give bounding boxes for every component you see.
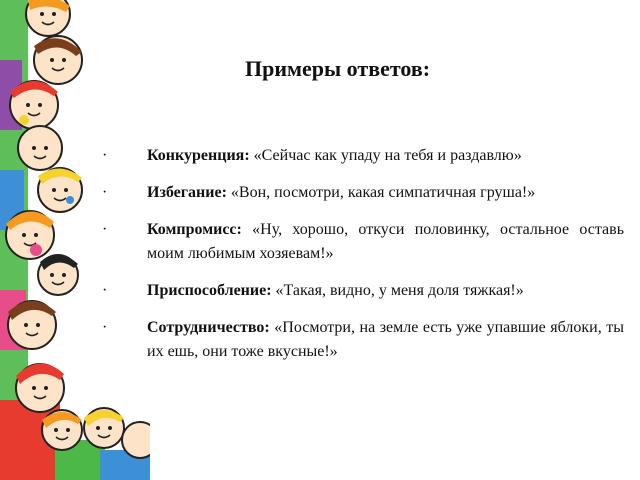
item-text: «Ну, хорошо, откуси половинку, остальное оставь моим любимым хозяевам!» (147, 221, 624, 262)
list-item (102, 316, 624, 364)
item-text: «Посмотри, на земле есть уже упавшие яблоки, ты их ешь, они тоже вкусные!» (147, 319, 624, 360)
list-item (102, 181, 624, 205)
item-text: «Вон, посмотри, какая симпатичная груша!» (226, 184, 536, 201)
item-text: «Сейчас как упаду на тебя и раздавлю» (249, 147, 522, 164)
list-item (102, 279, 624, 303)
item-term: Избегание: (147, 184, 227, 201)
bullet: · (102, 319, 108, 336)
item-term: Конкуренция: (147, 147, 250, 164)
bullet: · (102, 147, 108, 164)
item-term: Приспособление: (147, 282, 272, 299)
item-term: Компромисс: (147, 221, 242, 238)
item-text: «Такая, видно, у меня доля тяжкая!» (271, 282, 524, 299)
bullet: · (102, 184, 108, 201)
list-item (102, 144, 624, 168)
bullet: · (102, 282, 108, 299)
bullet: · (102, 221, 108, 238)
answer-examples-list (102, 144, 624, 377)
slide-title: Примеры ответов: (245, 56, 431, 81)
list-item (102, 218, 624, 266)
item-term: Сотрудничество: (147, 319, 270, 336)
